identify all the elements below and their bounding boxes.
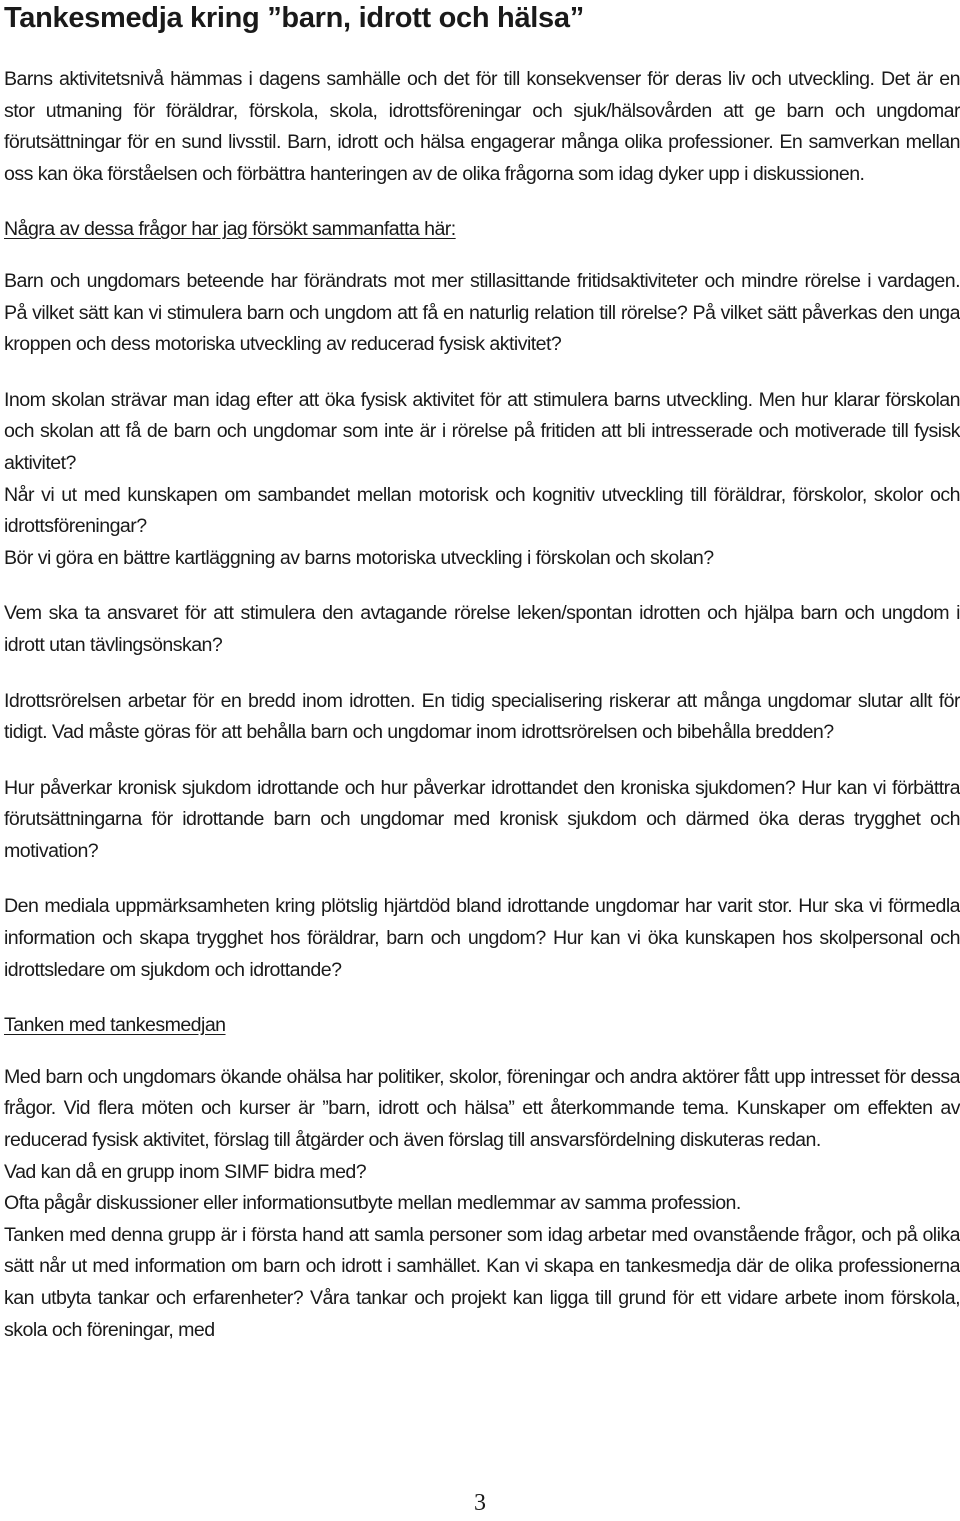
paragraph-idea-group: Tanken med denna grupp är i första hand att samla personer som idag arbetar med ovanstående frågor, och på olika sätt når ut med information om barn och idrott i samhället. Kan vi skapa en tankesmedja där de olika professionerna kan utbyta tankar och erfarenheter? Våra tankar och projekt kan ligga till grund för ett vidare arbete inom förskola, skola och föreningar, med bbox=[4, 1223, 960, 1341]
paragraph-motor-cognitive: Når vi ut med kunskapen om sambandet mellan motorisk och kognitiv utveckling till föräldrar, förskolor, skolor och idrottsföreningar? bbox=[4, 483, 960, 538]
paragraph-chronic-disease: Hur påverkar kronisk sjukdom idrottande och hur påverkar idrottandet den kroniska sjukdomen? Hur kan vi förbättra förutsättningarna för idrottande barn och ungdomar med kronisk sjukdom och därmed öka deras trygghet och motivation? bbox=[4, 776, 960, 862]
document-body bbox=[4, 64, 960, 1346]
page-number: 3 bbox=[474, 1490, 486, 1516]
paragraph-idea-discussions: Ofta pågår diskussioner eller informationsutbyte mellan medlemmar av samma profession. bbox=[4, 1192, 741, 1215]
paragraph-school-activity: Inom skolan strävar man idag efter att öka fysisk aktivitet för att stimulera barns utveckling. Men hur klarar förskolan och skolan att få de barn och ungdomar som inte är i rörelse på fritiden att bli intresserade och motiverade till fysisk aktivitet? bbox=[4, 388, 960, 474]
paragraph-media-attention: Den mediala uppmärksamheten kring plötslig hjärtdöd bland idrottande ungdomar har varit stor. Hur ska vi förmedla information och skapa trygghet hos föräldrar, barn och ungdom? Hur kan vi öka kunskapen hos skolpersonal och idrottsledare om sjukdom och idrottande? bbox=[4, 895, 960, 981]
paragraph-sport-movement: Idrottsrörelsen arbetar för en bredd inom idrotten. En tidig specialisering riskerar att många ungdomar slutar allt för tidigt. Vad måste göras för att behålla barn och ungdomar inom idrottsrörelsen och bibehålla bredden? bbox=[4, 689, 960, 744]
questions-heading: Några av dessa frågor har jag försökt sammanfatta här: bbox=[4, 218, 456, 241]
paragraph-responsibility: Vem ska ta ansvaret för att stimulera den avtagande rörelse leken/spontan idrotten och hjälpa barn och ungdom i idrott utan tävlingsönskan? bbox=[4, 602, 960, 656]
paragraph-behaviour: Barn och ungdomars beteende har förändrats mot mer stillasittande fritidsaktiviteter och mindre rörelse i vardagen. På vilket sätt kan vi stimulera barn och ungdom att få en naturlig relation till rörelse? På vilket sätt påverkas den unga kroppen och dess motoriska utveckling av reducerad fysisk aktivitet? bbox=[4, 269, 960, 356]
paragraph-idea-question: Vad kan då en grupp inom SIMF bidra med? bbox=[4, 1160, 367, 1183]
intro-paragraph: Barns aktivitetsnivå hämmas i dagens samhälle och det för till konsekvenser för deras liv och utveckling. Det är en stor utmaning för föräldrar, förskola, skola, idrottsföreningar och sjuk/hälsovården att ge barn och ungdomar förutsättningar för en sund livsstil. Barn, idrott och hälsa engagerar många olika professioner. En samverkan mellan oss kan öka förståelsen och förbättra hanteringen av de olika frågorna som idag dyker upp i diskussionen. bbox=[4, 68, 960, 185]
paragraph-mapping: Bör vi göra en bättre kartläggning av barns motoriska utveckling i förskolan och skolan? bbox=[4, 546, 714, 569]
paragraph-idea-interest: Med barn och ungdomars ökande ohälsa har politiker, skolor, föreningar och andra aktörer fått upp intresset för dessa frågor. Vid flera möten och kurser är ”barn, idrott och hälsa” ett återkommande tema. Kunskaper om effekten av reducerad fysisk aktivitet, förslag till åtgärder och även förslag till ansvarsfördelning diskuteras redan. bbox=[4, 1065, 960, 1152]
page-title: Tankesmedja kring ”barn, idrott och hälsa” bbox=[4, 2, 584, 34]
idea-heading: Tanken med tankesmedjan bbox=[4, 1014, 226, 1037]
